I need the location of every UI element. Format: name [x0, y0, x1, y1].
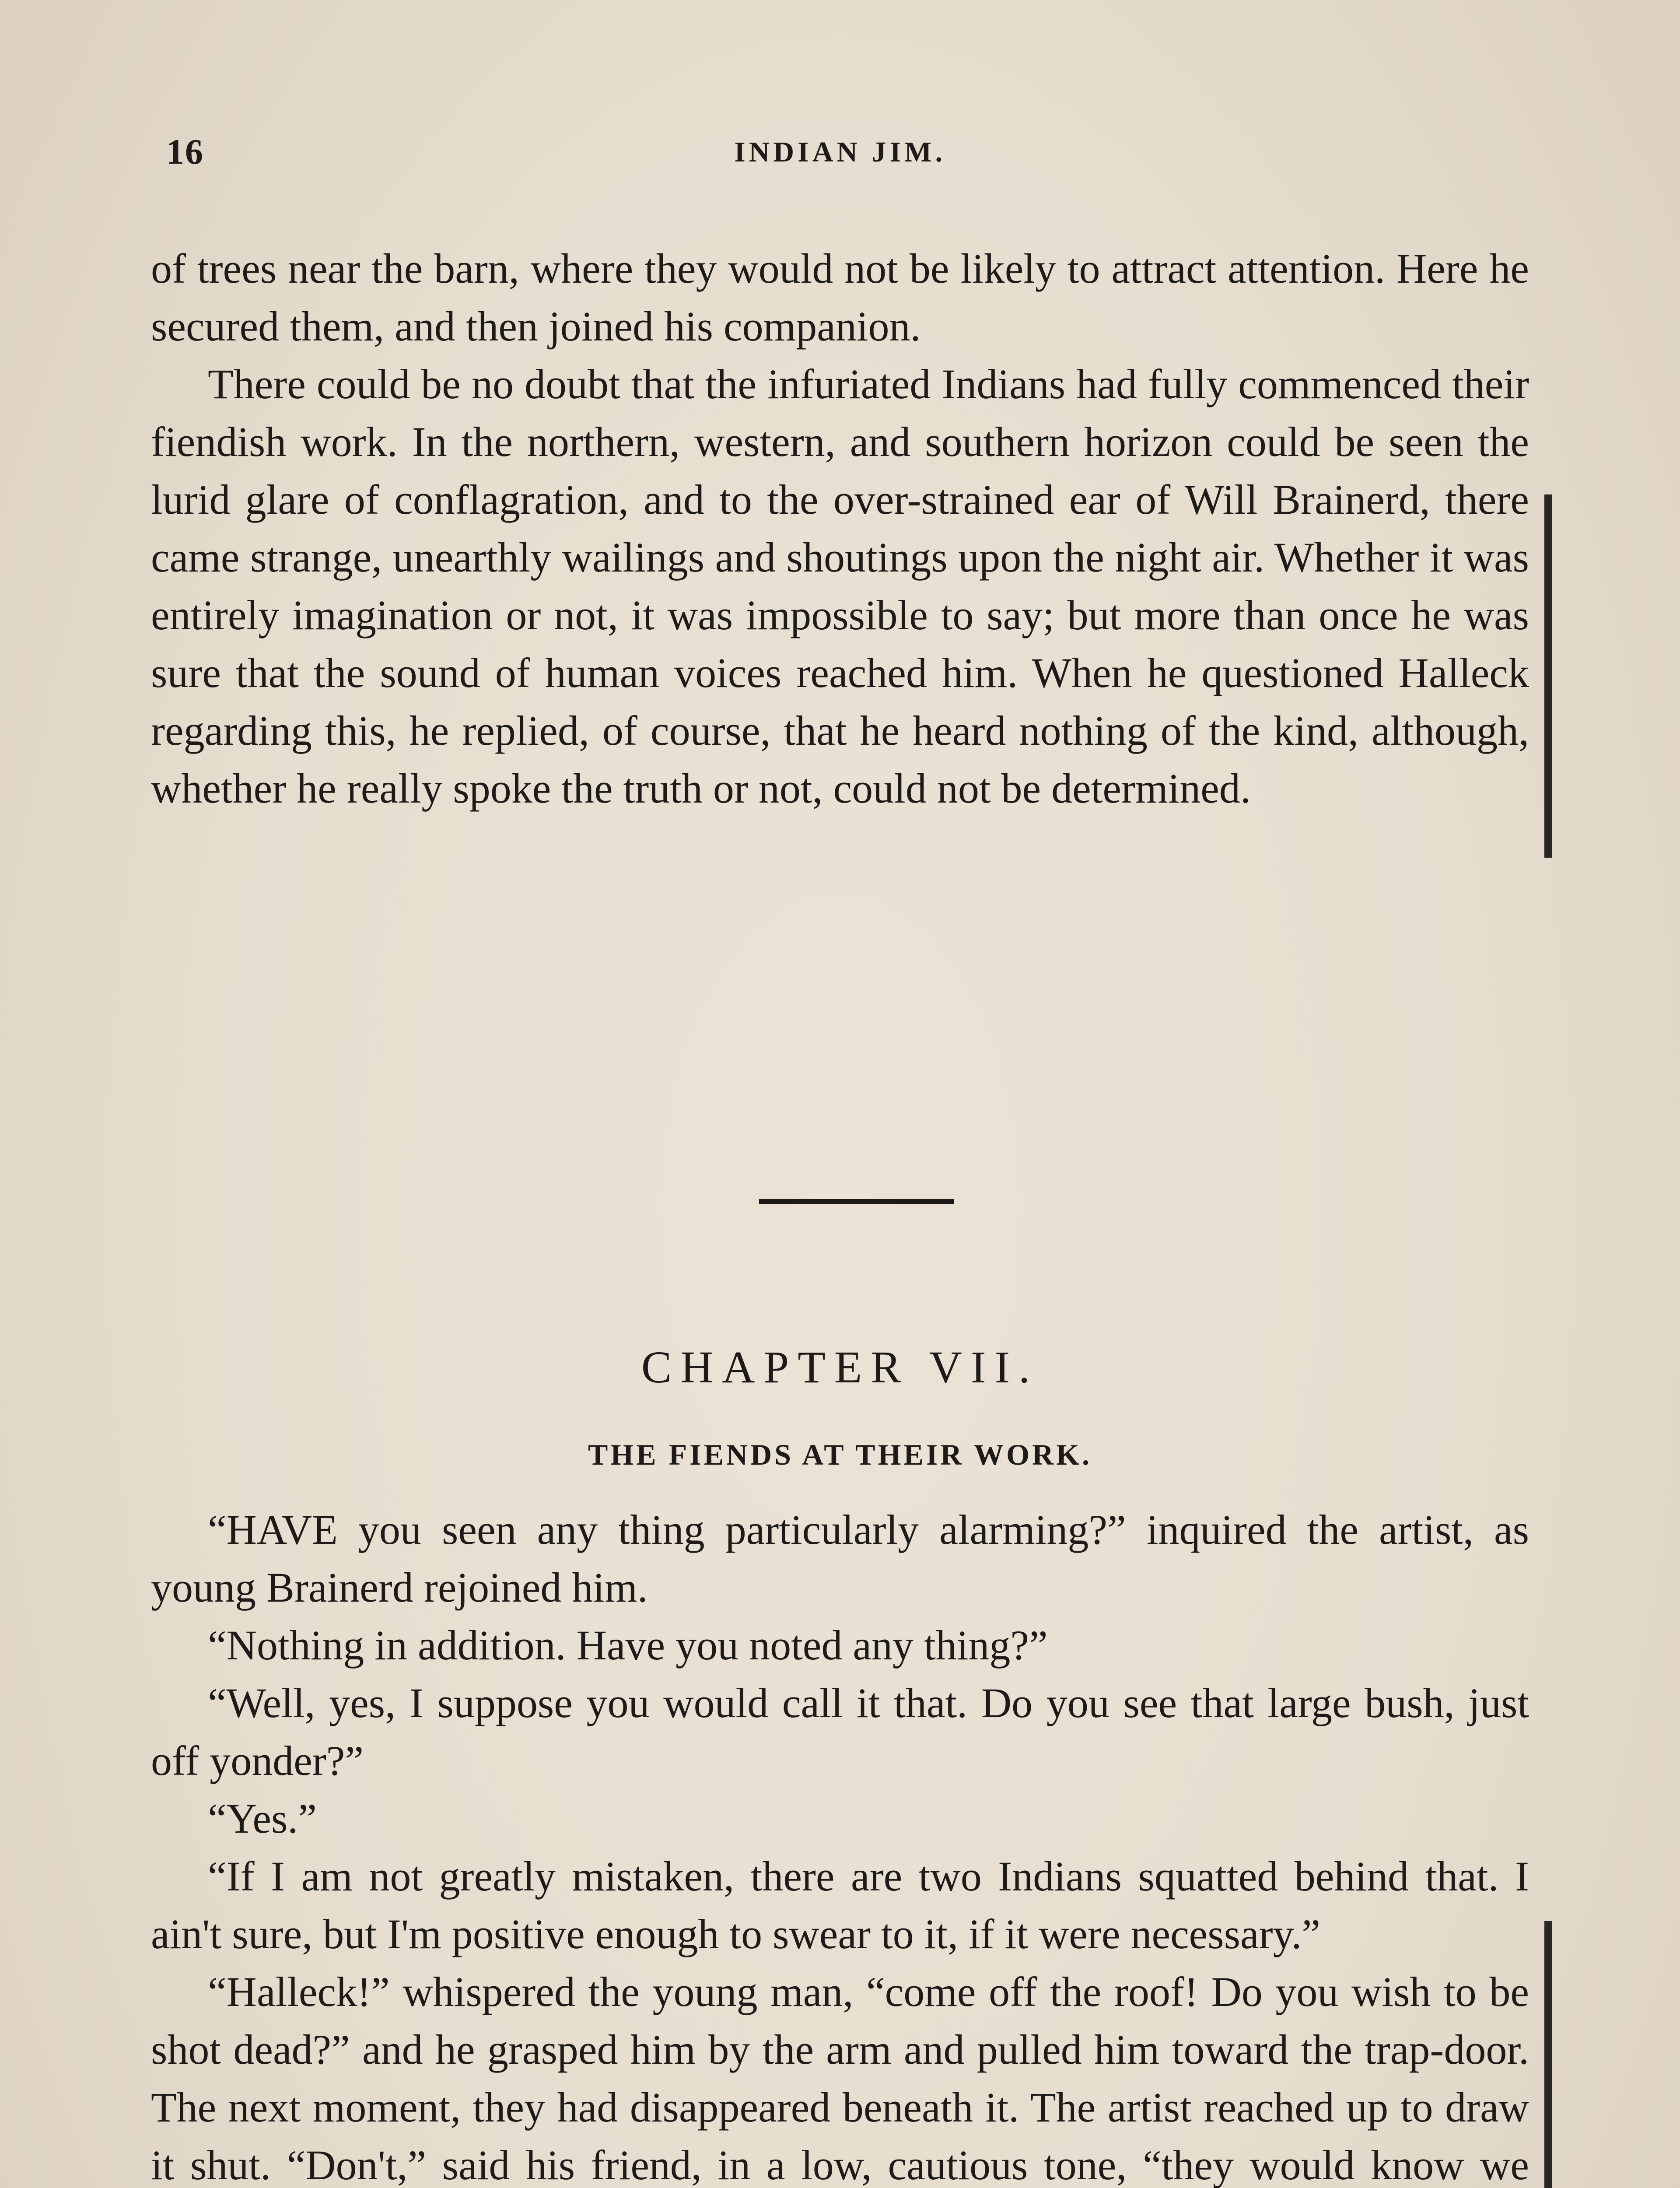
paragraph: “Well, yes, I suppose you would call it that. Do you see that large bush, just off yonder?” — [151, 1680, 1529, 1784]
section-divider-rule — [759, 1199, 954, 1204]
print-edge-mark — [1544, 494, 1552, 858]
chapter-subtitle: THE FIENDS AT THEIR WORK. — [588, 1438, 1092, 1471]
paragraph: “Halleck!” whispered the young man, “come off the roof! Do you wish to be shot dead?” and he grasped him by the arm and pulled him toward the trap-door. The next moment, they had disappeared beneath it. The artist reached up to draw it shut. “Don't,” said his friend, in a low, cautious tone, “they would know we — [151, 1968, 1529, 2188]
paragraph: of trees near the barn, where they would not be likely to attract attention. Here he secured them, and then joined his companion. — [151, 245, 1529, 350]
paragraph: “HAVE you seen any thing particularly alarming?” inquired the artist, as young Brainerd rejoined him. — [151, 1506, 1529, 1611]
paragraph: “If I am not greatly mistaken, there are two Indians squatted behind that. I ain't sure, but I'm positive enough to swear to it, if it were necessary.” — [151, 1853, 1529, 1957]
page-number: 16 — [166, 132, 204, 172]
paragraph: There could be no doubt that the infuriated Indians had fully commenced their fiendish work. In the northern, western, and southern horizon could be seen the lurid glare of conflagration, and to the over-strained ear of Will Brainerd, there came strange, unearthly wailings and shoutings upon the night air. Whether it was entirely imagination or not, it was impossible to say; but more than once he was sure that the sound of human voices reached him. When he questioned Halleck regarding this, he replied, of course, that he heard nothing of the kind, although, whether he really spoke the truth or not, could not be determined. — [151, 361, 1529, 812]
running-head: INDIAN JIM. — [734, 136, 946, 168]
text-block-bottom — [151, 1501, 1529, 2188]
chapter-title: CHAPTER VII. — [641, 1342, 1039, 1392]
paragraph: “Nothing in addition. Have you noted any thing?” — [208, 1622, 1048, 1669]
text-block-top — [151, 240, 1529, 817]
paragraph: “Yes.” — [208, 1795, 317, 1842]
page-header — [166, 131, 1514, 175]
print-edge-mark — [1544, 1921, 1552, 2188]
